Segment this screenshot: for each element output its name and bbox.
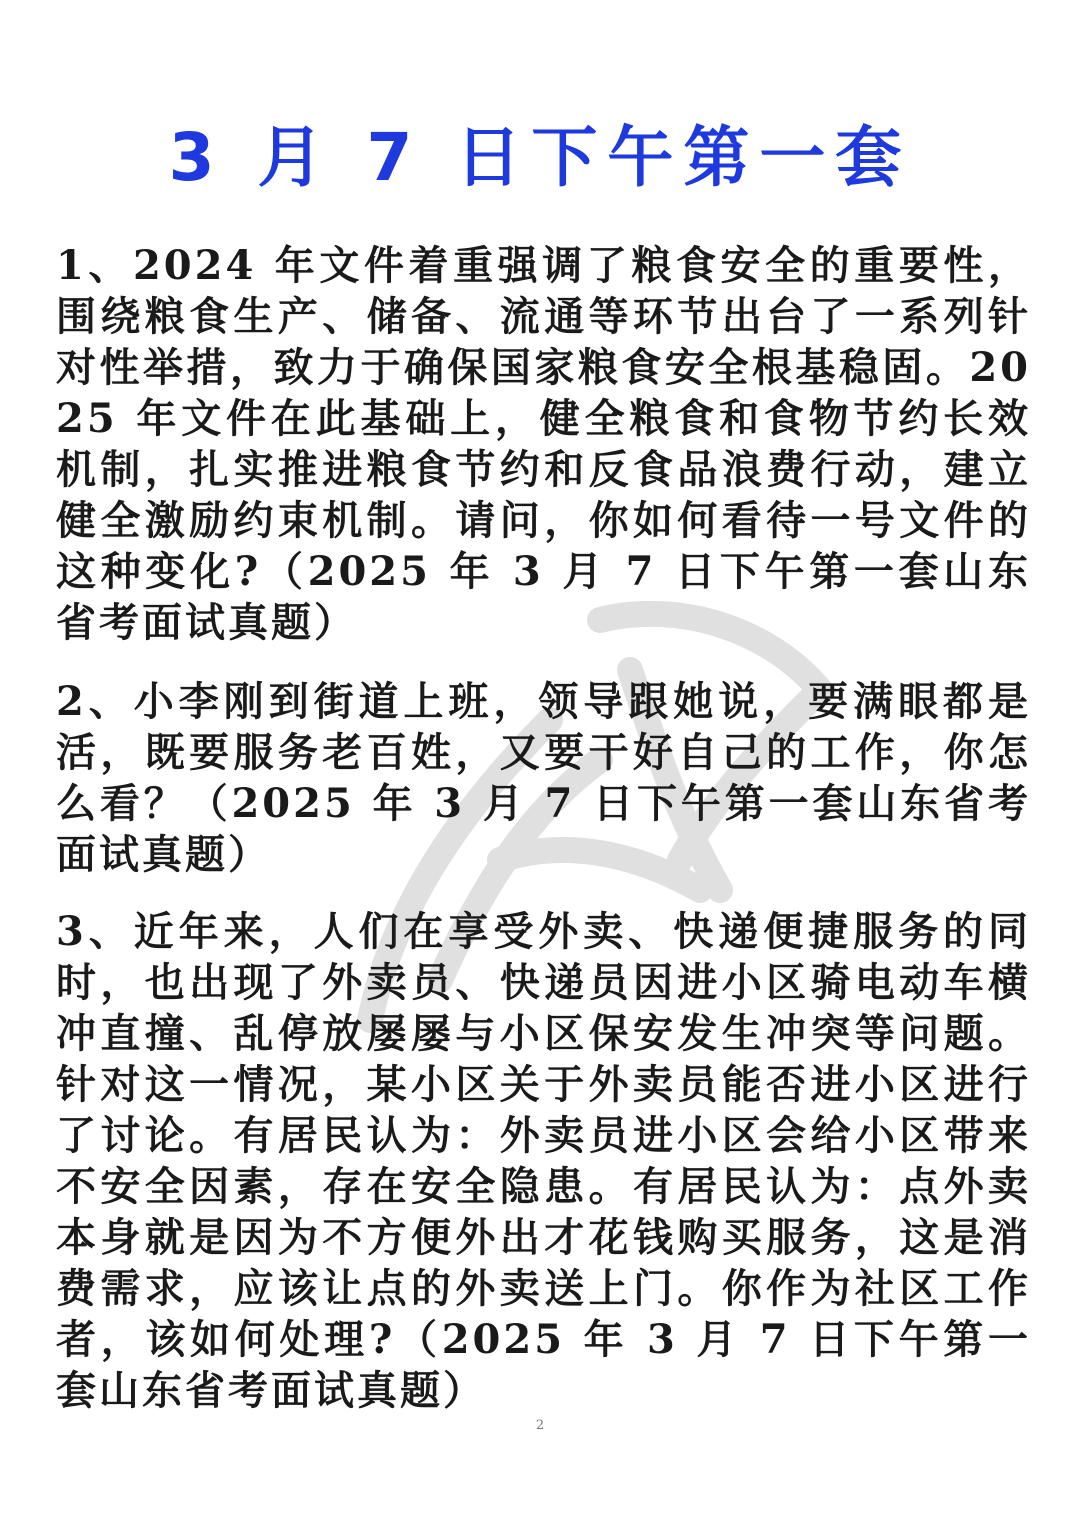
- question-1: 1、2024 年文件着重强调了粮食安全的重要性，围绕粮食生产、储备、流通等环节出台了一系列针对性举措，致力于确保国家粮食安全根基稳固。2025 年文件在此基础上，健全粮食和食物节约长效机制，扎实推进粮食节约和反食品浪费行动，建立健全激励约束机制。请问，你如何看待一号文件的这种变化?（2025 年 3 月 7 日下午第一套山东省考面试真题）: [56, 242, 1031, 646]
- question-3: 3、近年来，人们在享受外卖、快递便捷服务的同时，也出现了外卖员、快递员因进小区骑电动车横冲直撞、乱停放屡屡与小区保安发生冲突等问题。针对这一情况，某小区关于外卖员能否进小区进行了讨论。有居民认为：外卖员进小区会给小区带来不安全因素，存在安全隐患。有居民认为：点外卖本身就是因为不方便外出才花钱购买服务，这是消费需求，应该让点的外卖送上门。你作为社区工作者，该如何处理?（2025 年 3 月 7 日下午第一套山东省考面试真题）: [56, 908, 1031, 1414]
- page-title: 3 月 7 日下午第一套: [168, 119, 912, 196]
- question-2: 2、小李刚到街道上班，领导跟她说，要满眼都是活，既要服务老百姓，又要干好自己的工作，你怎么看？（2025 年 3 月 7 日下午第一套山东省考面试真题）: [56, 678, 1031, 878]
- page-number: 2: [535, 1418, 545, 1433]
